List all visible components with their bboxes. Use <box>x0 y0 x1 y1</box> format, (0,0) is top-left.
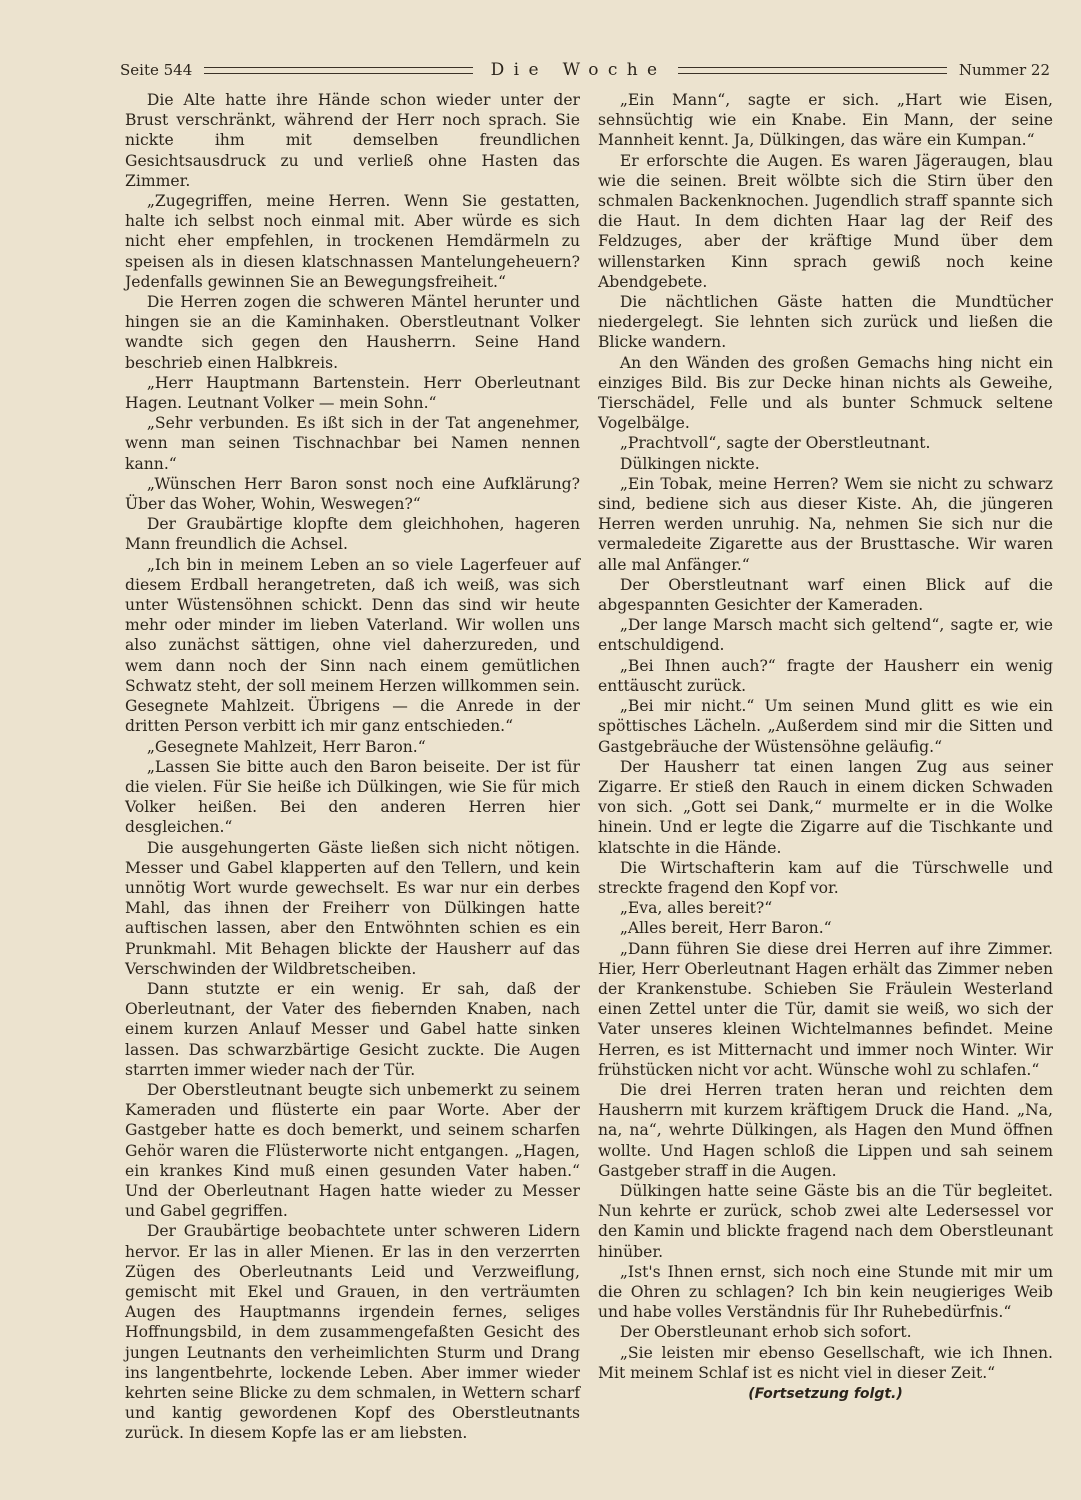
paragraph: Die ausgehungerten Gäste ließen sich nicht nötigen. Messer und Gabel klapperten auf den Tellern, und kein unnötig Wort wurde gewechselt. Es war nur ein derbes Mahl, das ihnen der Freiherr von Dülkingen hatte auftischen lassen, aber den Entwöhnten schien es ein Prunkmahl. Mit Behagen blickte der Hausherr auf das Verschwinden der Wildbretscheiben. <box>125 838 580 978</box>
paragraph: „Sehr verbunden. Es ißt sich in der Tat angenehmer, wenn man seinen Tischnachbar bei Namen nennen kann.“ <box>125 414 580 473</box>
paragraph: Die Wirtschafterin kam auf die Türschwelle und streckte fragend den Kopf vor. <box>598 858 1053 897</box>
paragraph: Die Alte hatte ihre Hände schon wieder unter der Brust verschränkt, während der Herr noch sprach. Sie nickte ihm mit demselben freundlichen Gesichtsausdruck zu und verließ ohne Hasten das Zimmer. <box>125 91 580 190</box>
paragraph: Er erforschte die Augen. Es waren Jägeraugen, blau wie die seinen. Breit wölbte sich die Stirn über den schmalen Backenknochen. Jugendlich straff spannte sich die Haut. In dem dichten Haar lag der Reif des Feldzuges, aber der kräftige Mund über dem willenstarken Kinn sprach gewiß noch keine Abendgebete. <box>598 151 1053 291</box>
paragraph: Die nächtlichen Gäste hatten die Mundtücher niedergelegt. Sie lehnten sich zurück und ließen die Blicke wandern. <box>598 293 1053 352</box>
paragraph: Die Herren zogen die schweren Mäntel herunter und hingen sie an die Kaminhaken. Oberstleutnant Volker wandte sich gegen den Hausherrn. Seine Hand beschrieb einen Halbkreis. <box>125 293 580 372</box>
header-rule-right <box>678 67 946 74</box>
paragraph: „Bei Ihnen auch?“ fragte der Hausherr ein wenig enttäuscht zurück. <box>598 656 1053 695</box>
paragraph: „Dann führen Sie diese drei Herren auf ihre Zimmer. Hier, Herr Oberleutnant Hagen erhält das Zimmer neben der Krankenstube. Schieben Sie Fräulein Westerland einen Zettel unter die Tür, damit sie weiß, wo sich der Vater unseres kleinen Wichtelmannes befindet. Meine Herren, es ist Mitternacht und immer noch Winter. Wir frühstücken nicht vor acht. Wünsche wohl zu schlafen.“ <box>598 939 1053 1079</box>
paragraph: „Ich bin in meinem Leben an so viele Lagerfeuer auf diesem Erdball herangetreten, daß ich weiß, was sich unter Wüstensöhnen schickt. Denn das sind wir heute mehr oder minder im lieben Vaterland. Wir wollen uns also zunächst sättigen, ohne viel daherzureden, und wem dann noch der Sinn nach einem gemütlichen Schwatz steht, der soll meinem Herzen willkommen sein. Gesegnete Mahlzeit. Übrigens — die Anrede in der dritten Person verbitt ich mir ganz entschieden.“ <box>125 555 580 736</box>
paragraph: „Sie leisten mir ebenso Gesellschaft, wie ich Ihnen. Mit meinem Schlaf ist es nicht viel in dieser Zeit.“ <box>598 1343 1053 1382</box>
paragraph: Dann stutzte er ein wenig. Er sah, daß der Oberleutnant, der Vater des fiebernden Knaben, nach einem kurzen Anlauf Messer und Gabel hatte sinken lassen. Das schwarzbärtige Gesicht zuckte. Die Augen starrten immer wieder nach der Tür. <box>125 979 580 1079</box>
paragraph: „Ein Mann“, sagte er sich. „Hart wie Eisen, sehnsüchtig wie ein Knabe. Ein Mann, der seine Mannheit kennt. Ja, Dülkingen, das wäre ein Kumpan.“ <box>598 91 1053 150</box>
issue-number: Nummer 22 <box>958 61 1050 79</box>
paragraph: „Ist's Ihnen ernst, sich noch eine Stunde mit mir um die Ohren zu schlagen? Ich bin kein neugieriges Weib und habe volles Verständnis für Ihr Ruhebedürfnis.“ <box>598 1262 1053 1322</box>
paragraph: Dülkingen hatte seine Gäste bis an die Tür begleitet. Nun kehrte er zurück, schob zwei alte Ledersessel vor den Kamin und blickte fragend nach dem Oberstleunant hinüber. <box>598 1181 1053 1261</box>
paragraph: Der Hausherr tat einen langen Zug aus seiner Zigarre. Er stieß den Rauch in einem dicken Schwaden von sich. „Gott sei Dank,“ murmelte er in die Wolke hinein. Und er legte die Zigarre auf die Tischkante und klatschte in die Hände. <box>598 757 1053 857</box>
paragraph: Der Graubärtige klopfte dem gleichhohen, hageren Mann freundlich die Achsel. <box>125 515 580 554</box>
paragraph: „Der lange Marsch macht sich geltend“, sagte er, wie entschuldigend. <box>598 616 1053 655</box>
paragraph: Dülkingen nickte. <box>619 454 760 473</box>
paragraph: Der Oberstleutnant beugte sich unbemerkt zu seinem Kameraden und flüsterte ein paar Worte. Aber der Gastgeber hatte es doch bemerkt, und seinem scharfen Gehör waren die Flüsterworte nicht entgangen. „Hagen, ein krankes Kind muß einen gesunden Vater haben.“ Und der Oberleutnant Hagen hatte wieder zu Messer und Gabel gegriffen. <box>125 1080 580 1221</box>
paragraph: „Herr Hauptmann Bartenstein. Herr Oberleutnant Hagen. Leutnant Volker — mein Sohn.“ <box>125 373 580 413</box>
paragraph: Der Oberstleunant erhob sich sofort. <box>619 1323 912 1342</box>
right-column <box>598 90 1053 1404</box>
paragraph: Der Graubärtige beobachtete unter schweren Lidern hervor. Er las in aller Mienen. Er las in den verzerrten Zügen des Oberleutnants Leid und Verzweiflung, gemischt mit Ekel und Grauen, in den verträumten Augen des Hauptmanns irgendein fernes, seliges Hoffnungsbild, in dem zusammengefaßten Gesicht des jungen Leutnants den verheimlichten Sturm und Drang ins langentbehrte, lockende Leben. Aber immer wieder kehrten seine Blicke zu dem schmalen, in Wettern scharf und kantig gewordenen Kopf des Oberstleutnants zurück. In diesem Kopfe las er am liebsten. <box>125 1222 580 1443</box>
paragraph: „Zugegriffen, meine Herren. Wenn Sie gestatten, halte ich selbst noch einmal mit. Aber würde es sich nicht eher empfehlen, in trockenen Hemdärmeln zu speisen als in diesen klatschnassen Mantelungeheuern? Jedenfalls gewinnen Sie an Bewegungsfreiheit.“ <box>125 192 580 291</box>
paragraph: „Bei mir nicht.“ Um seinen Mund glitt es wie ein spöttisches Lächeln. „Außerdem sind mir die Sitten und Gastgebräuche der Wüstensöhne geläufig.“ <box>598 697 1053 756</box>
paragraph: „Lassen Sie bitte auch den Baron beiseite. Der ist für die vielen. Für Sie heiße ich Dülkingen, wie Sie für mich Volker heißen. Bei den anderen Herren hier desgleichen.“ <box>125 757 580 837</box>
publication-title: Die Woche <box>490 60 667 80</box>
paragraph: Die drei Herren traten heran und reichten dem Hausherrn mit kurzem kräftigem Druck die Hand. „Na, na, na“, wehrte Dülkingen, als Hagen den Mund öffnen wollte. Und Hagen schloß die Lippen und sah seinem Gastgeber straff in die Augen. <box>598 1080 1053 1180</box>
continuation-note: (Fortsetzung folgt.) <box>748 1386 903 1402</box>
page-header <box>120 58 1050 82</box>
paragraph: „Prachtvoll“, sagte der Oberstleutnant. <box>619 434 931 453</box>
paragraph: „Eva, alles bereit?“ <box>619 899 773 918</box>
paragraph: „Gesegnete Mahlzeit, Herr Baron.“ <box>146 737 426 756</box>
paragraph: Der Oberstleutnant warf einen Blick auf die abgespannten Gesichter der Kameraden. <box>598 575 1053 615</box>
paragraph: An den Wänden des großen Gemachs hing nicht ein einziges Bild. Bis zur Decke hinan nichts als Geweihe, Tierschädel, Felle und als bunter Schmuck seltene Vogelbälge. <box>598 353 1053 433</box>
left-column <box>125 90 580 1444</box>
page-number: Seite 544 <box>120 61 193 79</box>
paragraph: „Ein Tobak, meine Herren? Wem sie nicht zu schwarz sind, bediene sich aus dieser Kiste. Ah, die jüngeren Herren werden unruhig. Na, nehmen Sie sich nur die vermaledeite Zigarette aus der Brusttasche. Wir waren alle mal Anfänger.“ <box>598 474 1053 574</box>
paragraph: „Wünschen Herr Baron sonst noch eine Aufklärung? Über das Woher, Wohin, Weswegen?“ <box>125 474 580 514</box>
paragraph: „Alles bereit, Herr Baron.“ <box>619 919 832 938</box>
header-rule-left <box>204 67 472 74</box>
